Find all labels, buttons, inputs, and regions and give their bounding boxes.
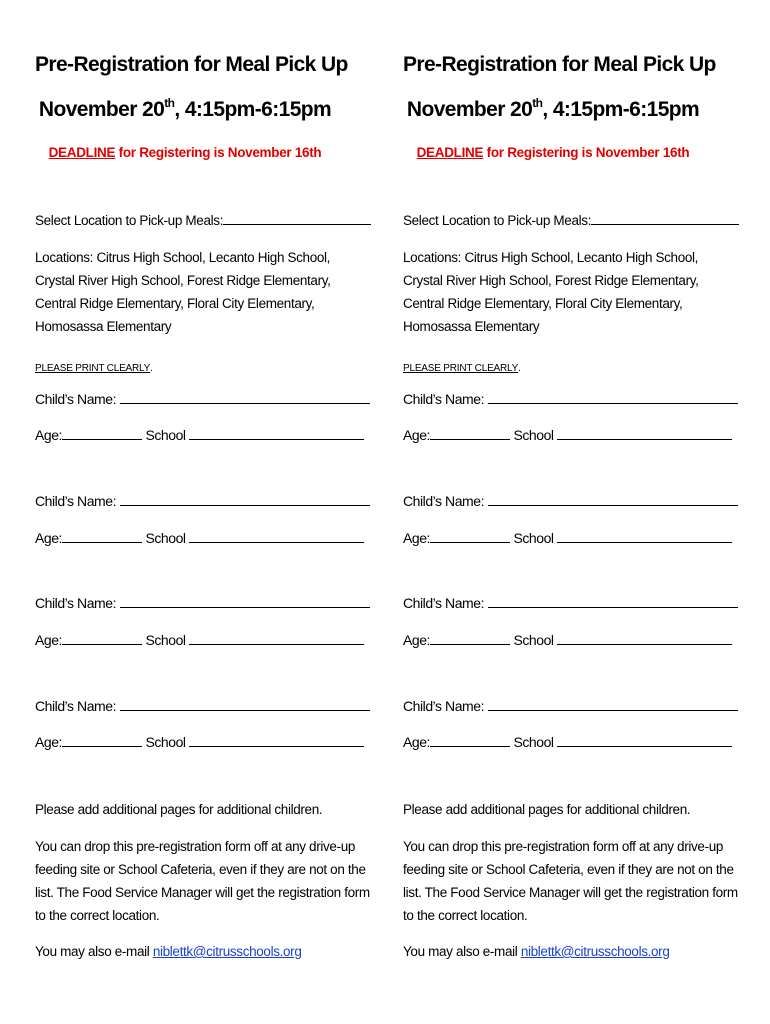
age-school-field[interactable]: Age: School [403,530,732,546]
form-title: Pre-Registration for Meal Pick Up [35,53,348,76]
age-school-field[interactable]: Age: School [403,427,732,443]
select-location-field[interactable]: Select Location to Pick-up Meals: [35,209,371,232]
email-line: You may also e-mail niblettk@citrusschools.org [35,944,302,959]
child-name-field[interactable]: Child’s Name: [35,391,370,407]
drop-off-instructions: You can drop this pre-registration form off at any drive-up feeding site or School Cafeteria, even if they are not on the list. The Food Service Manager will get the registration form to the correct location. [35,839,370,923]
age-school-field[interactable]: Age: School [403,632,732,648]
deadline-notice: DEADLINE for Registering is November 16th [416,145,690,160]
locations-list: Locations: Citrus High School, Lecanto High School, Crystal River High School, Forest Ridge Elementary, Central Ridge Elementary, Floral City Elementary, Homosassa Elementary [35,250,331,334]
email-line: You may also e-mail niblettk@citrusschools.org [403,944,670,959]
age-school-field[interactable]: Age: School [35,427,364,443]
email-link[interactable]: niblettk@citrusschools.org [520,944,670,959]
select-location-field[interactable]: Select Location to Pick-up Meals: [403,209,739,232]
additional-pages-note: Please add additional pages for additional children. [35,802,323,817]
event-date: November 20th, 4:15pm-6:15pm [38,96,332,121]
child-name-field[interactable]: Child’s Name: [35,493,370,509]
form-title: Pre-Registration for Meal Pick Up [403,53,716,76]
age-school-field[interactable]: Age: School [403,734,732,750]
child-name-field[interactable]: Child’s Name: [35,595,370,611]
deadline-notice: DEADLINE for Registering is November 16th [48,145,322,160]
additional-pages-note: Please add additional pages for additional children. [403,802,691,817]
drop-off-instructions: You can drop this pre-registration form off at any drive-up feeding site or School Cafeteria, even if they are not on the list. The Food Service Manager will get the registration form to the correct location. [403,839,738,923]
email-link[interactable]: niblettk@citrusschools.org [152,944,302,959]
age-school-field[interactable]: Age: School [35,734,364,750]
print-note: PLEASE PRINT CLEARLY. [35,363,153,374]
age-school-field[interactable]: Age: School [35,530,364,546]
child-name-field[interactable]: Child’s Name: [403,595,738,611]
print-note: PLEASE PRINT CLEARLY. [403,363,521,374]
event-date: November 20th, 4:15pm-6:15pm [406,96,700,121]
locations-list: Locations: Citrus High School, Lecanto High School, Crystal River High School, Forest Ridge Elementary, Central Ridge Elementary, Floral City Elementary, Homosassa Elementary [403,250,699,334]
child-name-field[interactable]: Child’s Name: [403,493,738,509]
child-name-field[interactable]: Child’s Name: [403,391,738,407]
child-name-field[interactable]: Child’s Name: [403,698,738,714]
age-school-field[interactable]: Age: School [35,632,364,648]
child-name-field[interactable]: Child’s Name: [35,698,370,714]
